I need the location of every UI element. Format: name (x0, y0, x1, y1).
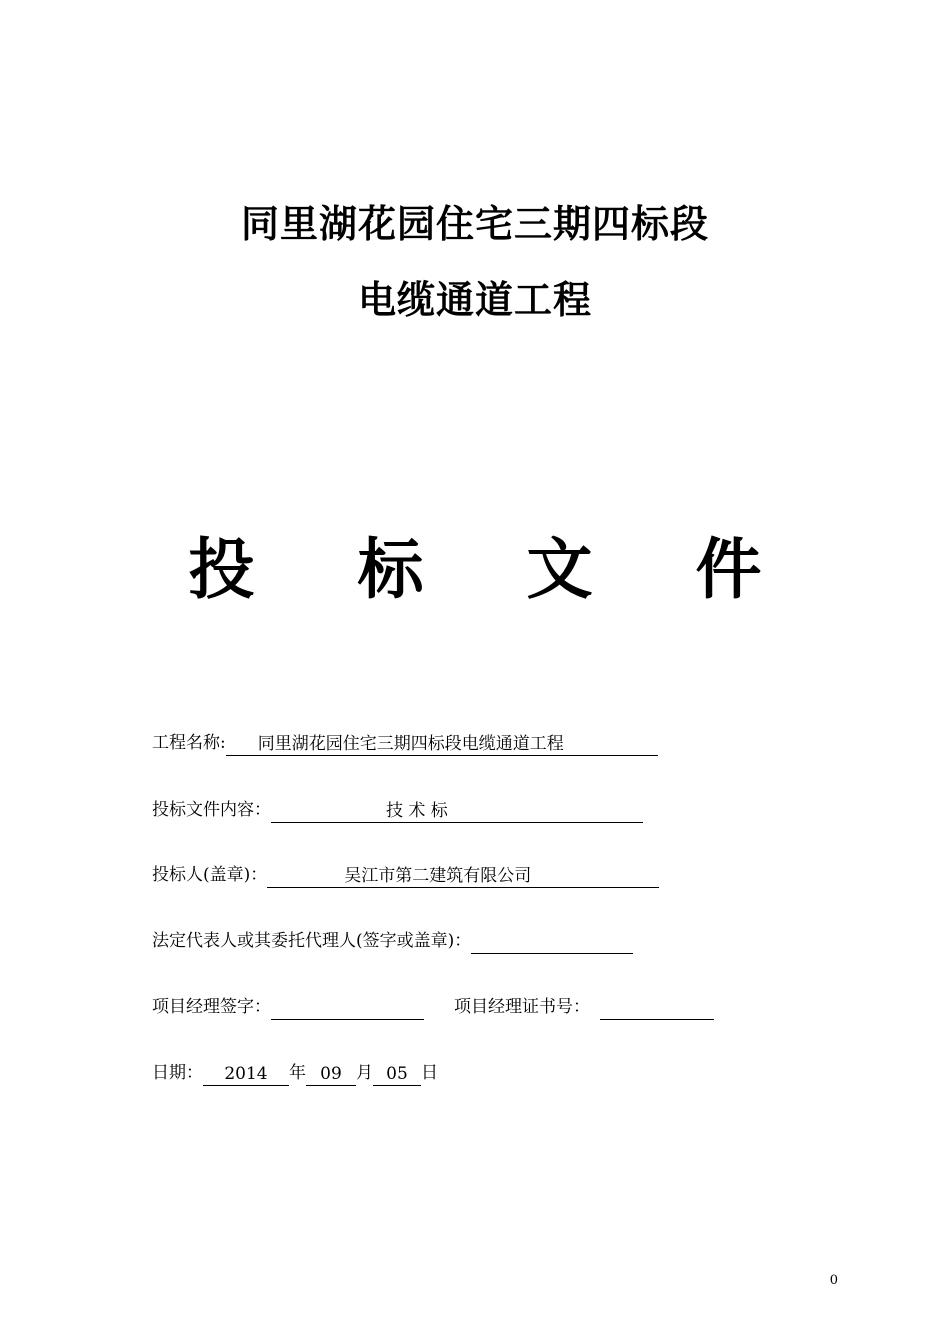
cover-title (0, 186, 950, 338)
bidder-label: 投标人(盖章)： (152, 865, 268, 885)
date-label: 日期： (152, 1063, 203, 1083)
month-unit: 月 (356, 1063, 373, 1083)
project-name-row (152, 730, 658, 756)
content-value: 技 术 标 (386, 801, 448, 821)
pm-sign-label: 项目经理签字： (152, 997, 271, 1017)
pm-cert-field (600, 997, 714, 1020)
title-line-1: 同里湖花园住宅三期四标段 (240, 201, 709, 246)
pm-cert-label: 项目经理证书号： (454, 997, 590, 1017)
bidder-value: 吴江市第二建筑有限公司 (344, 866, 532, 886)
bidder-field (267, 865, 659, 888)
year-unit: 年 (289, 1063, 306, 1083)
content-row (152, 797, 643, 823)
day-unit: 日 (421, 1063, 438, 1083)
day-value: 05 (386, 1064, 408, 1084)
day-field (373, 1063, 421, 1086)
project-name-label: 工程名称: (152, 733, 226, 753)
year-field (203, 1063, 289, 1086)
content-label: 投标文件内容： (152, 800, 271, 820)
title-line-2: 电缆通道工程 (357, 277, 592, 322)
legal-rep-row (152, 928, 633, 954)
page-number: 0 (829, 1273, 838, 1288)
project-name-value: 同里湖花园住宅三期四标段电缆通道工程 (257, 734, 564, 754)
bidder-row (152, 862, 659, 888)
date-row (152, 1060, 438, 1086)
pm-sign-field (271, 997, 424, 1020)
content-field (271, 800, 643, 823)
document-type-heading: 投 标 文 件 (188, 530, 802, 608)
project-name-field (226, 733, 658, 756)
legal-rep-label: 法定代表人或其委托代理人(签字或盖章)： (152, 931, 472, 951)
year-value: 2014 (224, 1064, 268, 1084)
month-field (306, 1063, 356, 1086)
project-manager-row (152, 994, 714, 1020)
month-value: 09 (320, 1064, 342, 1084)
legal-rep-field (471, 931, 633, 954)
